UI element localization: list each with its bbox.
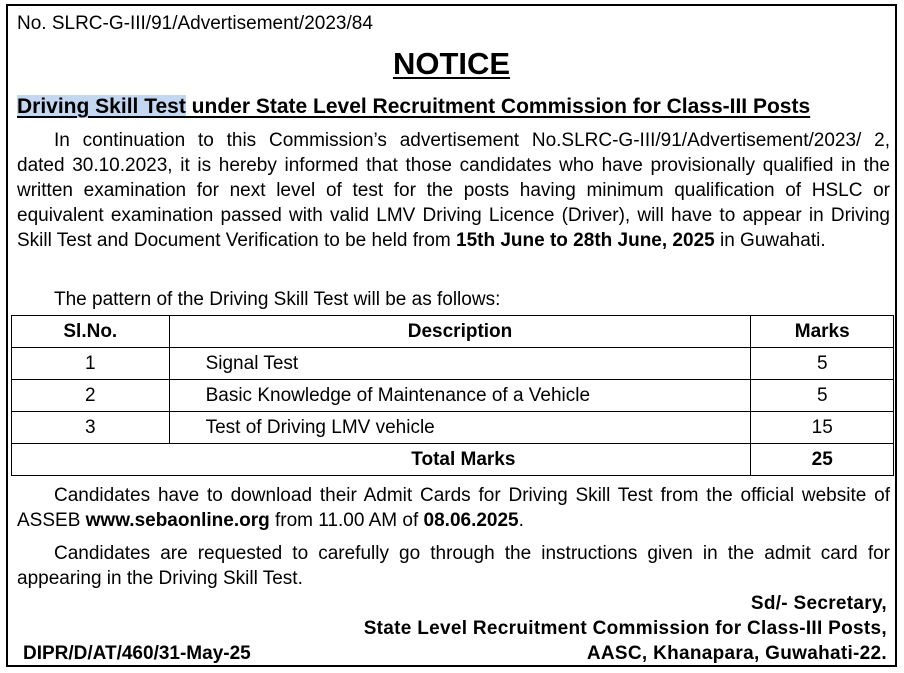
cell-description: Test of Driving LMV vehicle xyxy=(169,412,751,444)
dipr-number: DIPR/D/AT/460/31-May-25 xyxy=(23,643,251,664)
cell-slno: 2 xyxy=(12,380,170,412)
total-value: 25 xyxy=(751,444,894,476)
website-link[interactable]: www.sebaonline.org xyxy=(85,510,270,531)
cell-slno: 1 xyxy=(12,348,170,380)
paragraph-admit-card xyxy=(17,483,890,533)
cell-marks: 15 xyxy=(751,412,894,444)
paragraph-admit-text: Candidates have to download their Admit Cards for Driving Skill Test from the official website of ASSEB xyxy=(17,485,890,531)
paragraph-intro-text: In continuation to this Commission’s advertisement No.SLRC-G-III/91/Advertisement/2023/ 2, dated 30.10.2023, it is hereby informed that those candidates who have provisionally qualified in the written examination for next level of test for the posts having minimum qualification of HSLC or equivalent examination passed with valid LMV Driving Licence (Driver), will have to appear in Driving Skill Test and Document Verification to be held from xyxy=(17,130,890,251)
signature-line-2: State Level Recruitment Commission for Class-III Posts, xyxy=(363,618,887,639)
cell-description: Signal Test xyxy=(169,348,751,380)
headline-highlighted: Driving Skill Test xyxy=(17,95,186,118)
paragraph-pattern: The pattern of the Driving Skill Test will be as follows: xyxy=(54,289,501,310)
signature-block xyxy=(364,591,887,666)
table-row xyxy=(12,348,894,380)
notice-title-text: NOTICE xyxy=(392,46,511,81)
paragraph-admit-mid: from 11.00 AM of xyxy=(269,510,424,531)
cell-marks: 5 xyxy=(751,380,894,412)
marks-table xyxy=(11,315,894,476)
table-row xyxy=(12,380,894,412)
header-marks: Marks xyxy=(751,316,894,348)
notice-title xyxy=(8,47,895,81)
header-description: Description xyxy=(169,316,751,348)
download-date: 08.06.2025 xyxy=(423,510,519,531)
test-date-range: 15th June to 28th June, 2025 xyxy=(456,230,715,251)
paragraph-intro-tail: in Guwahati. xyxy=(714,230,826,251)
signature-line-1: Sd/- Secretary, xyxy=(750,593,887,614)
paragraph-admit-tail: . xyxy=(518,510,524,531)
notice-document xyxy=(6,4,897,667)
headline xyxy=(17,94,892,120)
table-header-row xyxy=(12,316,894,348)
cell-slno: 3 xyxy=(12,412,170,444)
cell-description: Basic Knowledge of Maintenance of a Vehicle xyxy=(169,380,751,412)
total-label: Total Marks xyxy=(12,444,751,476)
signature-line-3: AASC, Khanapara, Guwahati-22. xyxy=(586,643,887,664)
headline-rest: under State Level Recruitment Commission for Class-III Posts xyxy=(185,95,811,118)
reference-number: No. SLRC-G-III/91/Advertisement/2023/84 xyxy=(17,13,373,34)
header-slno: Sl.No. xyxy=(12,316,170,348)
table-row xyxy=(12,412,894,444)
paragraph-instructions: Candidates are requested to carefully go through the instructions given in the admit card for appearing in the Driving Skill Test. xyxy=(17,543,890,589)
table-total-row xyxy=(12,444,894,476)
paragraph-intro xyxy=(17,128,890,253)
cell-marks: 5 xyxy=(751,348,894,380)
